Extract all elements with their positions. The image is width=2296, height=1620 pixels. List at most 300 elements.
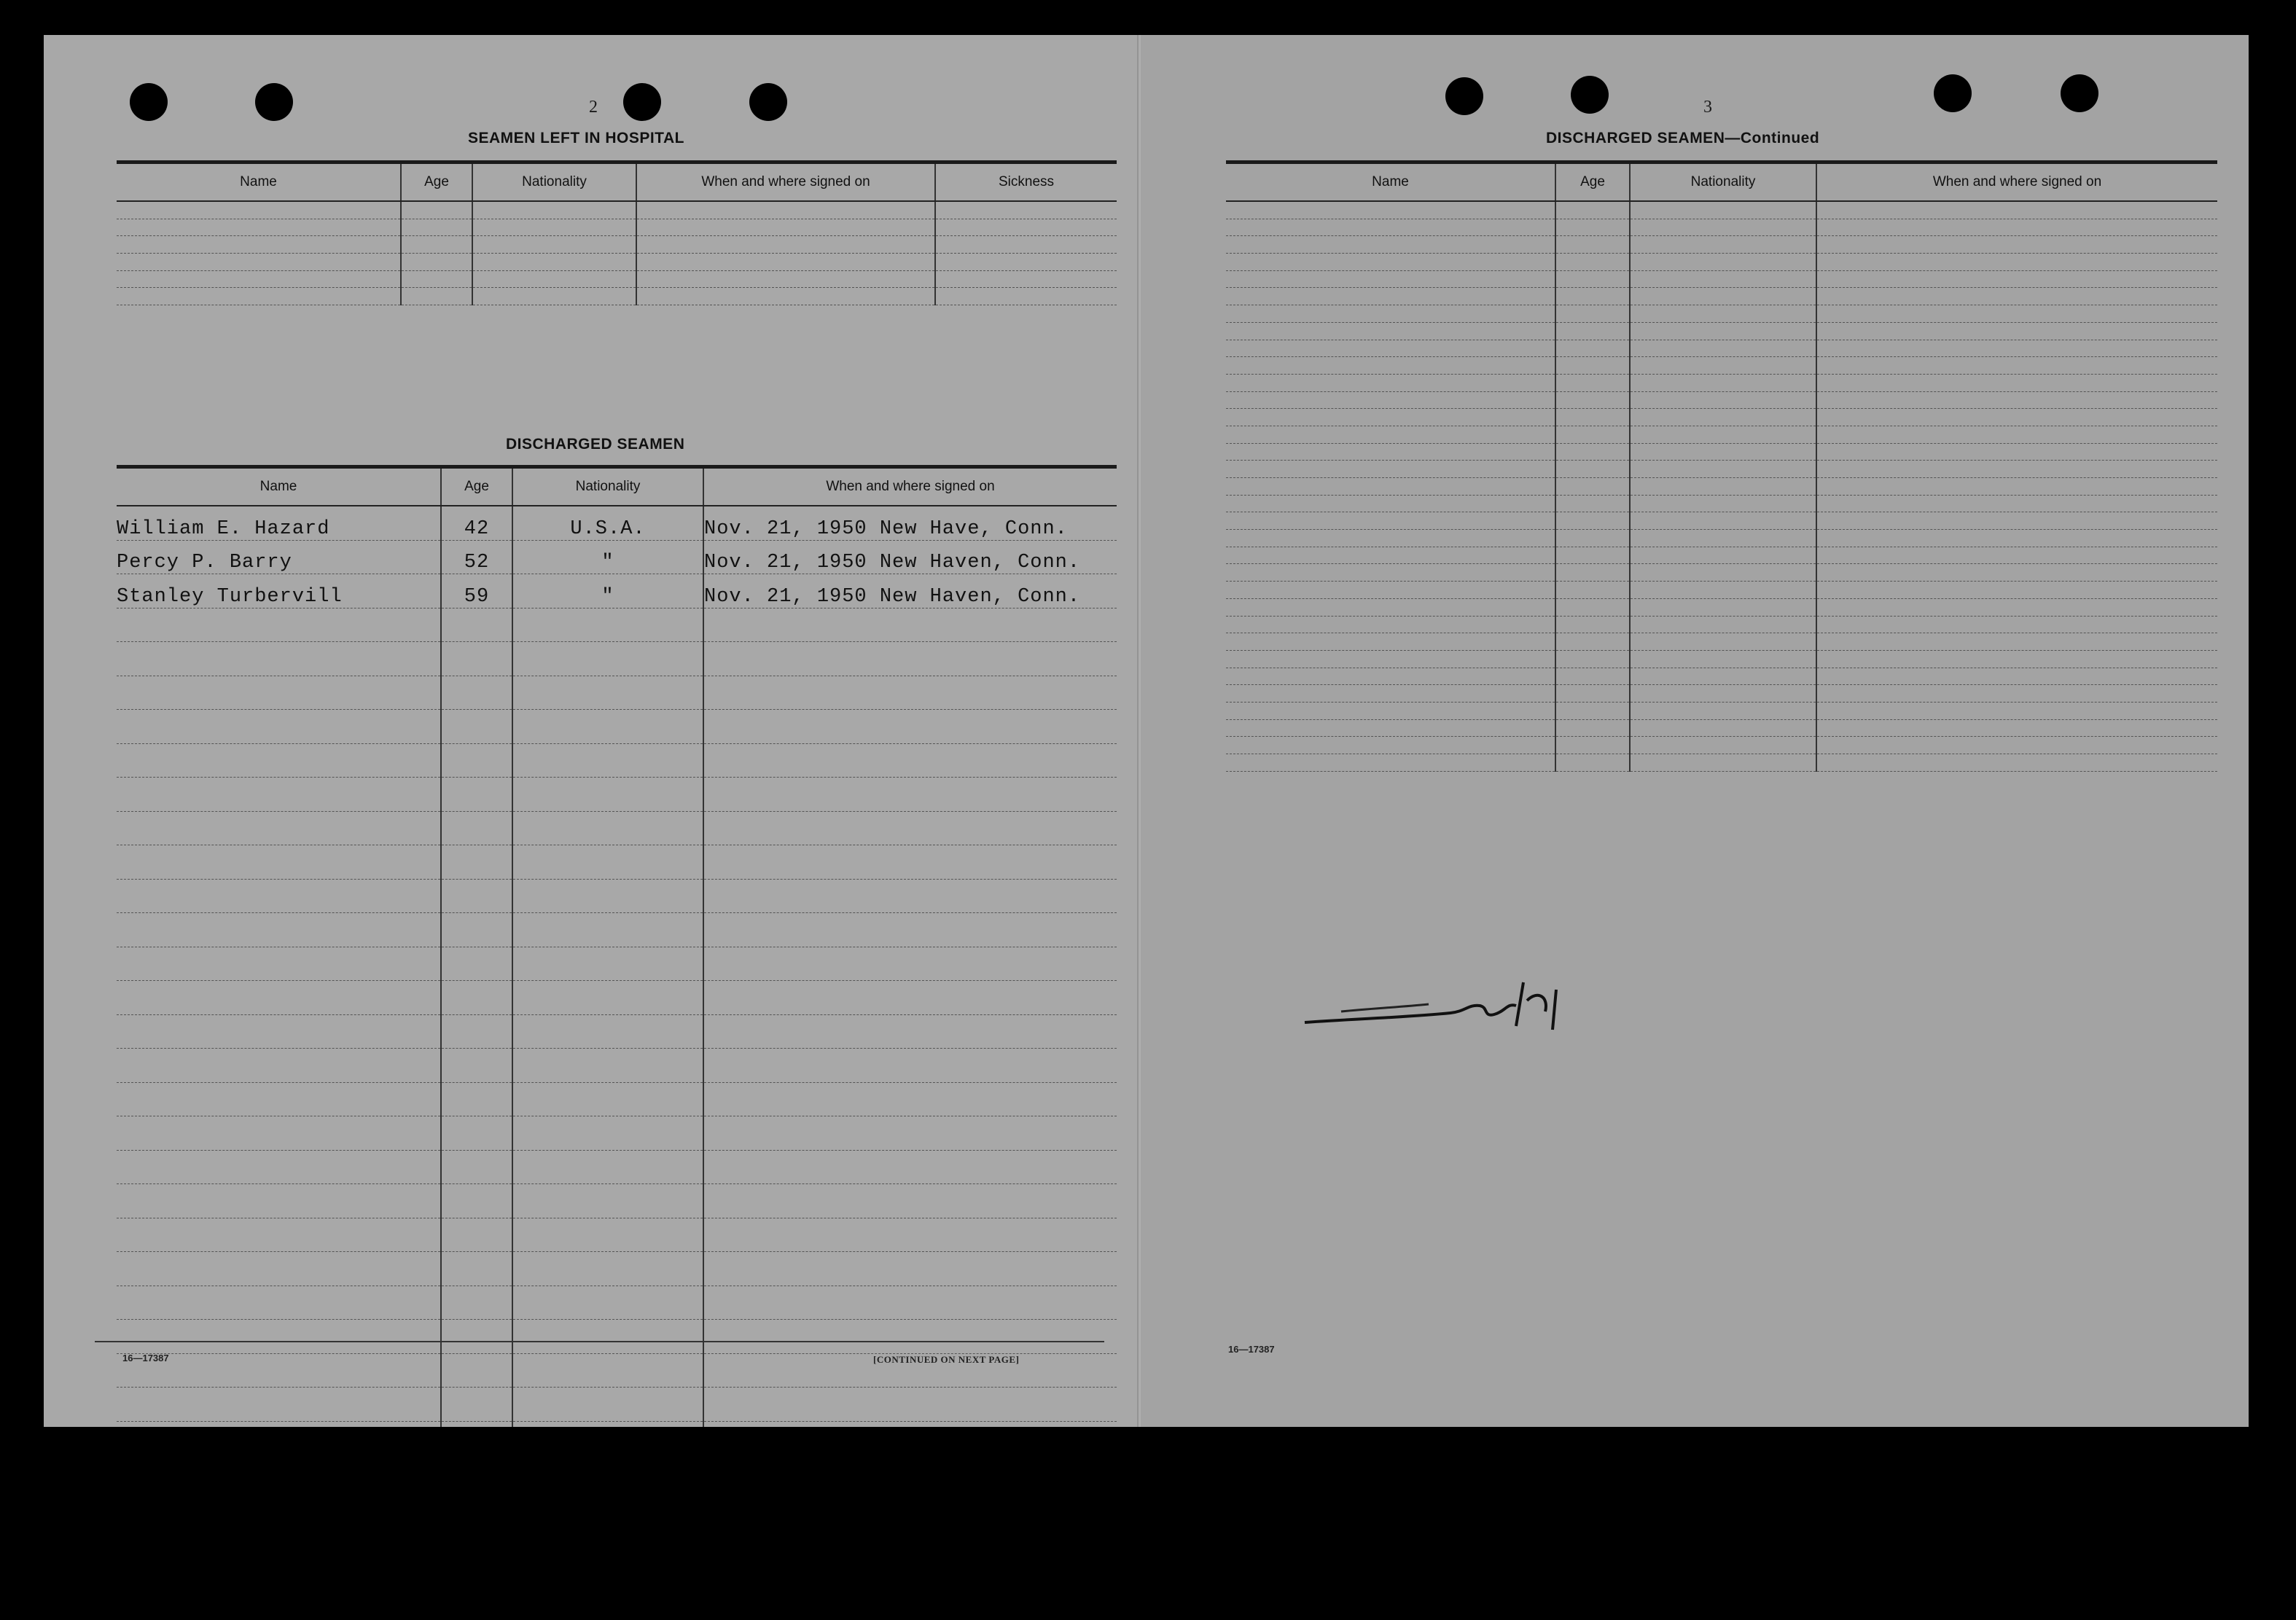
right-page	[1141, 35, 2249, 1427]
table-cell	[512, 1388, 703, 1422]
table-row	[1226, 754, 2217, 772]
table-cell	[441, 676, 512, 710]
table-cell	[1816, 512, 2217, 530]
table-cell	[1630, 564, 1816, 582]
table-row	[1226, 201, 2217, 219]
table-row	[117, 981, 1117, 1015]
table-cell	[1630, 288, 1816, 305]
table-cell	[636, 288, 935, 305]
table-cell	[1226, 391, 1555, 409]
table-cell	[441, 710, 512, 744]
table-cell	[1555, 443, 1630, 461]
table-cell	[441, 743, 512, 778]
table-cell	[636, 201, 935, 219]
form-number: 16—17387	[122, 1353, 169, 1363]
table-cell	[1816, 495, 2217, 512]
table-cell	[1555, 236, 1630, 254]
table-cell	[935, 288, 1117, 305]
table-row	[117, 743, 1117, 778]
table-row	[117, 201, 1117, 219]
table-cell	[1226, 270, 1555, 288]
table-cell	[1816, 219, 2217, 236]
table-cell	[1226, 495, 1555, 512]
table-cell	[1226, 668, 1555, 685]
table-row	[1226, 633, 2217, 651]
bottom-rule	[95, 1341, 1104, 1342]
hospital-section-title: SEAMEN LEFT IN HOSPITAL	[468, 130, 684, 146]
table-row	[1226, 409, 2217, 426]
binder-hole	[1445, 77, 1483, 115]
table-row	[1226, 219, 2217, 236]
table-row	[1226, 254, 2217, 271]
table-cell	[1816, 443, 2217, 461]
table-cell	[441, 1049, 512, 1083]
table-row	[1226, 685, 2217, 703]
table-cell	[1226, 254, 1555, 271]
table-cell	[1816, 409, 2217, 426]
seaman-name: Percy P. Barry	[117, 540, 441, 574]
table-cell	[703, 1150, 1117, 1184]
table-row	[1226, 270, 2217, 288]
binder-hole	[130, 83, 168, 121]
column-header-name: Name	[117, 163, 401, 202]
table-cell	[1555, 668, 1630, 685]
table-cell	[512, 710, 703, 744]
table-cell	[703, 1388, 1117, 1422]
table-cell	[117, 236, 401, 254]
table-row	[117, 913, 1117, 947]
column-header-signed-on: When and where signed on	[703, 467, 1117, 506]
table-cell	[703, 913, 1117, 947]
table-cell	[117, 1421, 441, 1427]
table-cell	[1226, 547, 1555, 564]
table-cell	[1816, 288, 2217, 305]
table-cell	[1226, 357, 1555, 375]
table-cell	[1226, 478, 1555, 496]
table-cell	[117, 778, 441, 812]
table-cell	[1816, 547, 2217, 564]
table-cell	[1630, 754, 1816, 772]
seaman-signed-on: Nov. 21, 1950 New Have, Conn.	[703, 506, 1117, 540]
table-row	[1226, 512, 2217, 530]
table-cell	[1630, 254, 1816, 271]
table-cell	[512, 743, 703, 778]
table-cell	[1555, 305, 1630, 323]
table-cell	[1226, 598, 1555, 616]
table-cell	[1555, 512, 1630, 530]
table-cell	[1816, 391, 2217, 409]
table-cell	[441, 947, 512, 981]
table-cell	[512, 913, 703, 947]
table-cell	[512, 1116, 703, 1151]
seaman-signed-on: Nov. 21, 1950 New Haven, Conn.	[703, 540, 1117, 574]
table-cell	[1226, 582, 1555, 599]
table-row	[117, 845, 1117, 880]
discharged-section-title: DISCHARGED SEAMEN	[506, 436, 685, 453]
table-cell	[117, 710, 441, 744]
table-cell	[1630, 737, 1816, 754]
table-cell	[1226, 702, 1555, 719]
table-cell	[703, 879, 1117, 913]
table-row	[1226, 616, 2217, 633]
table-cell	[1630, 270, 1816, 288]
table-cell	[441, 608, 512, 642]
seaman-name: William E. Hazard	[117, 506, 441, 540]
page-number: 2	[589, 98, 598, 117]
table-cell	[512, 1184, 703, 1218]
table-cell	[1630, 530, 1816, 547]
table-cell	[1226, 685, 1555, 703]
seaman-age: 52	[441, 540, 512, 574]
table-cell	[1630, 547, 1816, 564]
table-cell	[1816, 754, 2217, 772]
table-row	[1226, 461, 2217, 478]
table-cell	[117, 879, 441, 913]
table-cell	[1630, 201, 1816, 219]
column-header-age: Age	[401, 163, 472, 202]
table-cell	[512, 608, 703, 642]
signature-mark	[1297, 960, 1574, 1041]
table-row	[1226, 443, 2217, 461]
table-cell	[441, 1353, 512, 1388]
table-cell	[1630, 702, 1816, 719]
table-cell	[1630, 426, 1816, 443]
table-cell	[1816, 668, 2217, 685]
table-cell	[512, 1252, 703, 1286]
table-row	[117, 1082, 1117, 1116]
table-cell	[117, 201, 401, 219]
table-cell	[703, 608, 1117, 642]
table-cell	[472, 219, 636, 236]
table-row	[117, 254, 1117, 271]
table-cell	[703, 1184, 1117, 1218]
binder-hole	[2061, 74, 2098, 112]
table-cell	[117, 1049, 441, 1083]
table-cell	[1816, 582, 2217, 599]
table-cell	[1555, 564, 1630, 582]
table-cell	[1226, 719, 1555, 737]
table-row	[117, 1116, 1117, 1151]
table-cell	[1555, 357, 1630, 375]
column-header-signed-on: When and where signed on	[636, 163, 935, 202]
table-row	[117, 1286, 1117, 1320]
table-cell	[636, 270, 935, 288]
table-row	[117, 540, 1117, 574]
table-cell	[1226, 737, 1555, 754]
table-cell	[401, 270, 472, 288]
table-cell	[117, 981, 441, 1015]
table-cell	[1555, 201, 1630, 219]
table-cell	[1555, 650, 1630, 668]
table-cell	[703, 1320, 1117, 1354]
table-cell	[1226, 426, 1555, 443]
table-cell	[401, 219, 472, 236]
binder-hole	[749, 83, 787, 121]
table-cell	[117, 676, 441, 710]
table-cell	[1555, 374, 1630, 391]
table-row	[1226, 564, 2217, 582]
table-cell	[1630, 340, 1816, 357]
table-row	[117, 879, 1117, 913]
seaman-age: 42	[441, 506, 512, 540]
table-cell	[1816, 322, 2217, 340]
table-cell	[1816, 719, 2217, 737]
table-cell	[512, 778, 703, 812]
table-cell	[401, 201, 472, 219]
table-cell	[1630, 409, 1816, 426]
table-cell	[117, 1116, 441, 1151]
table-cell	[1555, 633, 1630, 651]
table-cell	[117, 254, 401, 271]
table-row	[1226, 426, 2217, 443]
table-row	[117, 947, 1117, 981]
table-cell	[1816, 461, 2217, 478]
table-cell	[441, 981, 512, 1015]
table-cell	[1630, 633, 1816, 651]
table-cell	[441, 1150, 512, 1184]
table-cell	[117, 1252, 441, 1286]
table-row	[117, 811, 1117, 845]
table-cell	[1226, 374, 1555, 391]
continued-section-title	[1546, 130, 1819, 147]
table-row	[1226, 530, 2217, 547]
table-cell	[401, 288, 472, 305]
table-cell	[1226, 409, 1555, 426]
table-cell	[441, 1014, 512, 1049]
table-row	[117, 574, 1117, 609]
table-row	[1226, 582, 2217, 599]
table-cell	[117, 642, 441, 676]
table-cell	[1555, 616, 1630, 633]
table-cell	[703, 981, 1117, 1015]
table-cell	[1630, 719, 1816, 737]
table-cell	[512, 1218, 703, 1252]
table-cell	[1555, 254, 1630, 271]
table-cell	[1630, 598, 1816, 616]
table-cell	[512, 845, 703, 880]
table-cell	[1816, 633, 2217, 651]
table-cell	[1555, 426, 1630, 443]
table-cell	[1630, 616, 1816, 633]
table-cell	[1555, 737, 1630, 754]
table-cell	[1226, 340, 1555, 357]
table-cell	[636, 254, 935, 271]
table-row	[117, 1014, 1117, 1049]
table-cell	[1630, 374, 1816, 391]
table-cell	[1555, 719, 1630, 737]
table-cell	[1630, 322, 1816, 340]
table-cell	[1816, 478, 2217, 496]
table-row	[117, 1150, 1117, 1184]
table-cell	[512, 1421, 703, 1427]
table-cell	[1630, 668, 1816, 685]
table-cell	[512, 676, 703, 710]
column-header-nationality: Nationality	[512, 467, 703, 506]
table-cell	[472, 254, 636, 271]
table-cell	[441, 1421, 512, 1427]
table-cell	[1555, 495, 1630, 512]
table-cell	[117, 1184, 441, 1218]
table-cell	[1816, 426, 2217, 443]
table-cell	[1630, 357, 1816, 375]
discharged-table-header	[117, 467, 1117, 506]
table-cell	[117, 288, 401, 305]
table-row	[117, 1049, 1117, 1083]
table-row	[1226, 737, 2217, 754]
table-row	[1226, 719, 2217, 737]
discharged-continued-table	[1226, 160, 2217, 772]
table-cell	[1630, 650, 1816, 668]
table-cell	[1226, 512, 1555, 530]
table-cell	[117, 1320, 441, 1354]
table-cell	[1555, 702, 1630, 719]
seaman-signed-on: Nov. 21, 1950 New Haven, Conn.	[703, 574, 1117, 609]
table-cell	[117, 1014, 441, 1049]
table-cell	[512, 1082, 703, 1116]
table-row	[1226, 357, 2217, 375]
table-cell	[441, 778, 512, 812]
table-row	[117, 270, 1117, 288]
table-cell	[703, 1116, 1117, 1151]
table-row	[117, 1252, 1117, 1286]
table-cell	[441, 913, 512, 947]
table-row	[1226, 305, 2217, 323]
table-row	[1226, 702, 2217, 719]
table-row	[117, 642, 1117, 676]
table-cell	[1816, 374, 2217, 391]
table-cell	[441, 1320, 512, 1354]
table-cell	[117, 1218, 441, 1252]
table-row	[1226, 478, 2217, 496]
table-cell	[1226, 219, 1555, 236]
column-header-nationality: Nationality	[1630, 163, 1816, 202]
table-cell	[1555, 322, 1630, 340]
binder-hole	[1571, 76, 1609, 114]
table-cell	[512, 1150, 703, 1184]
table-cell	[1816, 685, 2217, 703]
table-cell	[1816, 598, 2217, 616]
table-row	[117, 1218, 1117, 1252]
column-header-signed-on: When and where signed on	[1816, 163, 2217, 202]
table-row	[117, 506, 1117, 540]
table-cell	[1555, 219, 1630, 236]
table-cell	[935, 219, 1117, 236]
section-title-text: DISCHARGED SEAMEN	[1546, 130, 1725, 146]
table-row	[117, 219, 1117, 236]
table-cell	[703, 778, 1117, 812]
table-cell	[703, 1049, 1117, 1083]
table-cell	[1226, 288, 1555, 305]
table-cell	[1555, 582, 1630, 599]
table-cell	[1630, 495, 1816, 512]
table-cell	[1226, 564, 1555, 582]
table-cell	[1816, 616, 2217, 633]
table-cell	[512, 981, 703, 1015]
table-cell	[703, 811, 1117, 845]
table-row	[1226, 322, 2217, 340]
table-cell	[512, 1286, 703, 1320]
table-row	[1226, 391, 2217, 409]
table-cell	[1226, 305, 1555, 323]
table-cell	[1226, 616, 1555, 633]
table-cell	[441, 1184, 512, 1218]
table-cell	[703, 1218, 1117, 1252]
table-row	[117, 236, 1117, 254]
column-header-age: Age	[441, 467, 512, 506]
table-cell	[1816, 530, 2217, 547]
table-cell	[1816, 702, 2217, 719]
table-row	[1226, 598, 2217, 616]
table-cell	[703, 845, 1117, 880]
table-row	[117, 608, 1117, 642]
table-cell	[117, 947, 441, 981]
table-row	[117, 1320, 1117, 1354]
table-cell	[1555, 685, 1630, 703]
table-cell	[636, 236, 935, 254]
table-cell	[441, 1388, 512, 1422]
table-cell	[472, 201, 636, 219]
table-cell	[1555, 461, 1630, 478]
table-cell	[117, 270, 401, 288]
table-cell	[1630, 236, 1816, 254]
seaman-age: 59	[441, 574, 512, 609]
section-title-suffix: —Continued	[1725, 130, 1820, 146]
table-cell	[512, 879, 703, 913]
discharged-table	[117, 465, 1117, 1427]
table-cell	[1816, 340, 2217, 357]
table-cell	[1816, 650, 2217, 668]
table-cell	[1555, 547, 1630, 564]
table-cell	[1555, 530, 1630, 547]
table-cell	[1630, 685, 1816, 703]
table-cell	[1555, 288, 1630, 305]
table-cell	[441, 845, 512, 880]
table-cell	[512, 947, 703, 981]
hospital-table	[117, 160, 1117, 305]
table-row	[117, 1388, 1117, 1422]
table-cell	[117, 219, 401, 236]
table-row	[117, 710, 1117, 744]
table-cell	[512, 1320, 703, 1354]
table-cell	[1816, 254, 2217, 271]
table-cell	[1816, 201, 2217, 219]
table-cell	[1630, 391, 1816, 409]
table-cell	[401, 254, 472, 271]
table-cell	[935, 270, 1117, 288]
table-cell	[1630, 582, 1816, 599]
table-cell	[703, 642, 1117, 676]
table-cell	[1226, 530, 1555, 547]
table-cell	[703, 743, 1117, 778]
table-cell	[117, 1388, 441, 1422]
column-header-sickness: Sickness	[935, 163, 1117, 202]
table-cell	[441, 811, 512, 845]
table-cell	[1226, 754, 1555, 772]
table-cell	[1816, 564, 2217, 582]
table-cell	[1226, 322, 1555, 340]
table-cell	[441, 1286, 512, 1320]
table-cell	[117, 1286, 441, 1320]
table-cell	[1555, 478, 1630, 496]
table-cell	[441, 1082, 512, 1116]
left-page	[44, 35, 1148, 1427]
table-row	[117, 1421, 1117, 1427]
hospital-table-header	[117, 163, 1117, 202]
table-cell	[1630, 219, 1816, 236]
continued-table-header	[1226, 163, 2217, 202]
table-cell	[1816, 737, 2217, 754]
column-header-age: Age	[1555, 163, 1630, 202]
